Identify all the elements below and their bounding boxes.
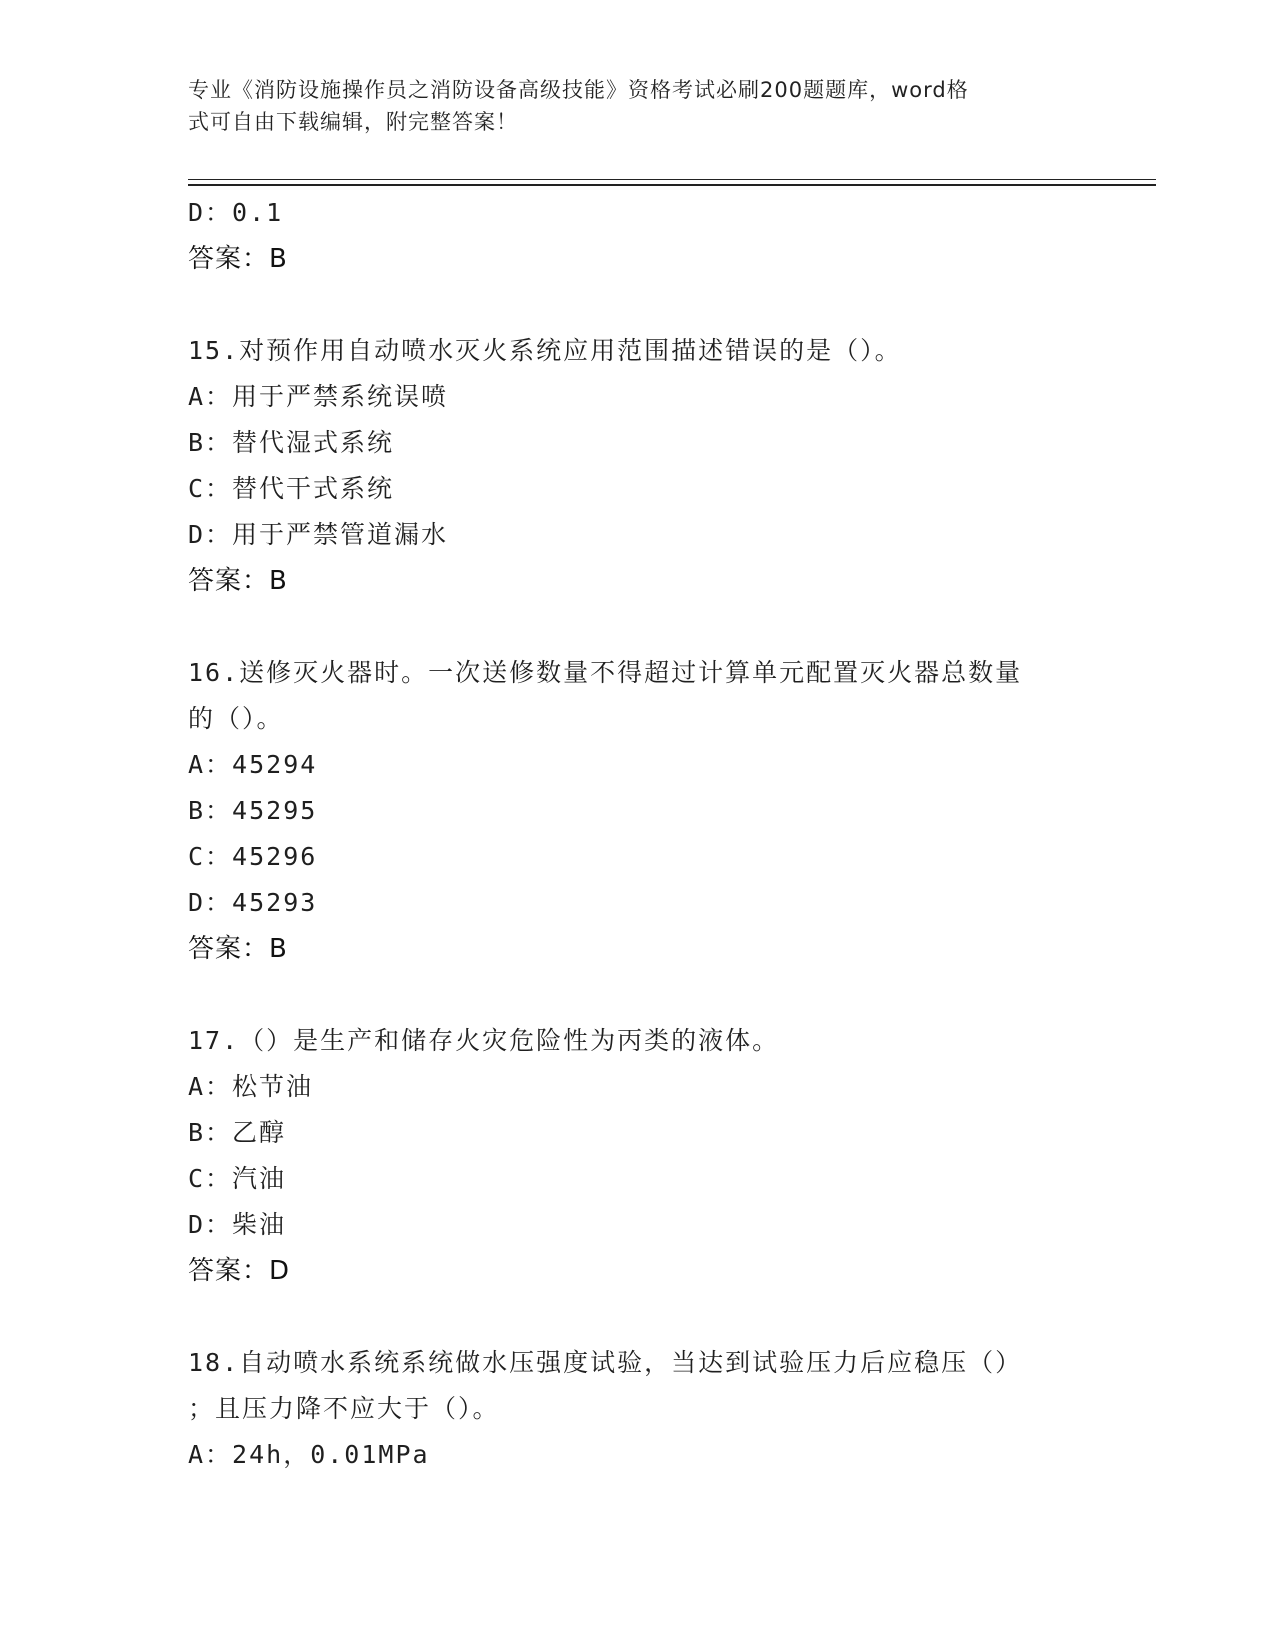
option-b: B：45295: [188, 796, 318, 825]
question-16: [188, 650, 1088, 972]
answer: 答案：B: [188, 566, 288, 596]
question-stem: 18.自动喷水系统系统做水压强度试验，当达到试验压力后应稳压（）: [188, 1348, 1023, 1377]
option-a: A：用于严禁系统误喷: [188, 382, 449, 411]
spacer: [188, 1294, 1088, 1340]
spacer: [188, 972, 1088, 1018]
option-d: D：柴油: [188, 1210, 287, 1239]
question-17: [188, 1018, 1088, 1294]
question-stem: 15.对预作用自动喷水灭火系统应用范围描述错误的是（）。: [188, 336, 902, 365]
option-d: D：45293: [188, 888, 318, 917]
header-line-1: 专业《消防设施操作员之消防设备高级技能》资格考试必刷200题题库，word格: [188, 78, 969, 102]
question-stem-cont: 的（）。: [188, 704, 284, 733]
question-list: [188, 190, 1088, 1478]
prev-option-d: D：0.1: [188, 198, 284, 227]
question-stem-cont: ；且压力降不应大于（）。: [188, 1394, 500, 1423]
question-stem: 16.送修灭火器时。一次送修数量不得超过计算单元配置灭火器总数量: [188, 658, 1023, 687]
header-rule-thick: [188, 184, 1156, 186]
question-stem: 17.（）是生产和储存火灾危险性为丙类的液体。: [188, 1026, 780, 1055]
question-18: [188, 1340, 1088, 1478]
answer: 答案：B: [188, 934, 288, 964]
option-b: B：乙醇: [188, 1118, 287, 1147]
spacer: [188, 604, 1088, 650]
option-b: B：替代湿式系统: [188, 428, 395, 457]
option-a: A：松节油: [188, 1072, 314, 1101]
option-a: A：45294: [188, 750, 318, 779]
option-c: C：45296: [188, 842, 318, 871]
question-15: [188, 328, 1088, 604]
prev-answer: 答案：B: [188, 244, 288, 274]
document-header: [188, 74, 1068, 138]
option-d: D：用于严禁管道漏水: [188, 520, 449, 549]
spacer: [188, 282, 1088, 328]
header-line-2: 式可自由下载编辑，附完整答案！: [188, 110, 518, 134]
answer: 答案：D: [188, 1256, 291, 1286]
header-rule-thin: [188, 179, 1156, 180]
option-a: A：24h，0.01MPa: [188, 1440, 430, 1469]
option-c: C：替代干式系统: [188, 474, 395, 503]
option-c: C：汽油: [188, 1164, 287, 1193]
